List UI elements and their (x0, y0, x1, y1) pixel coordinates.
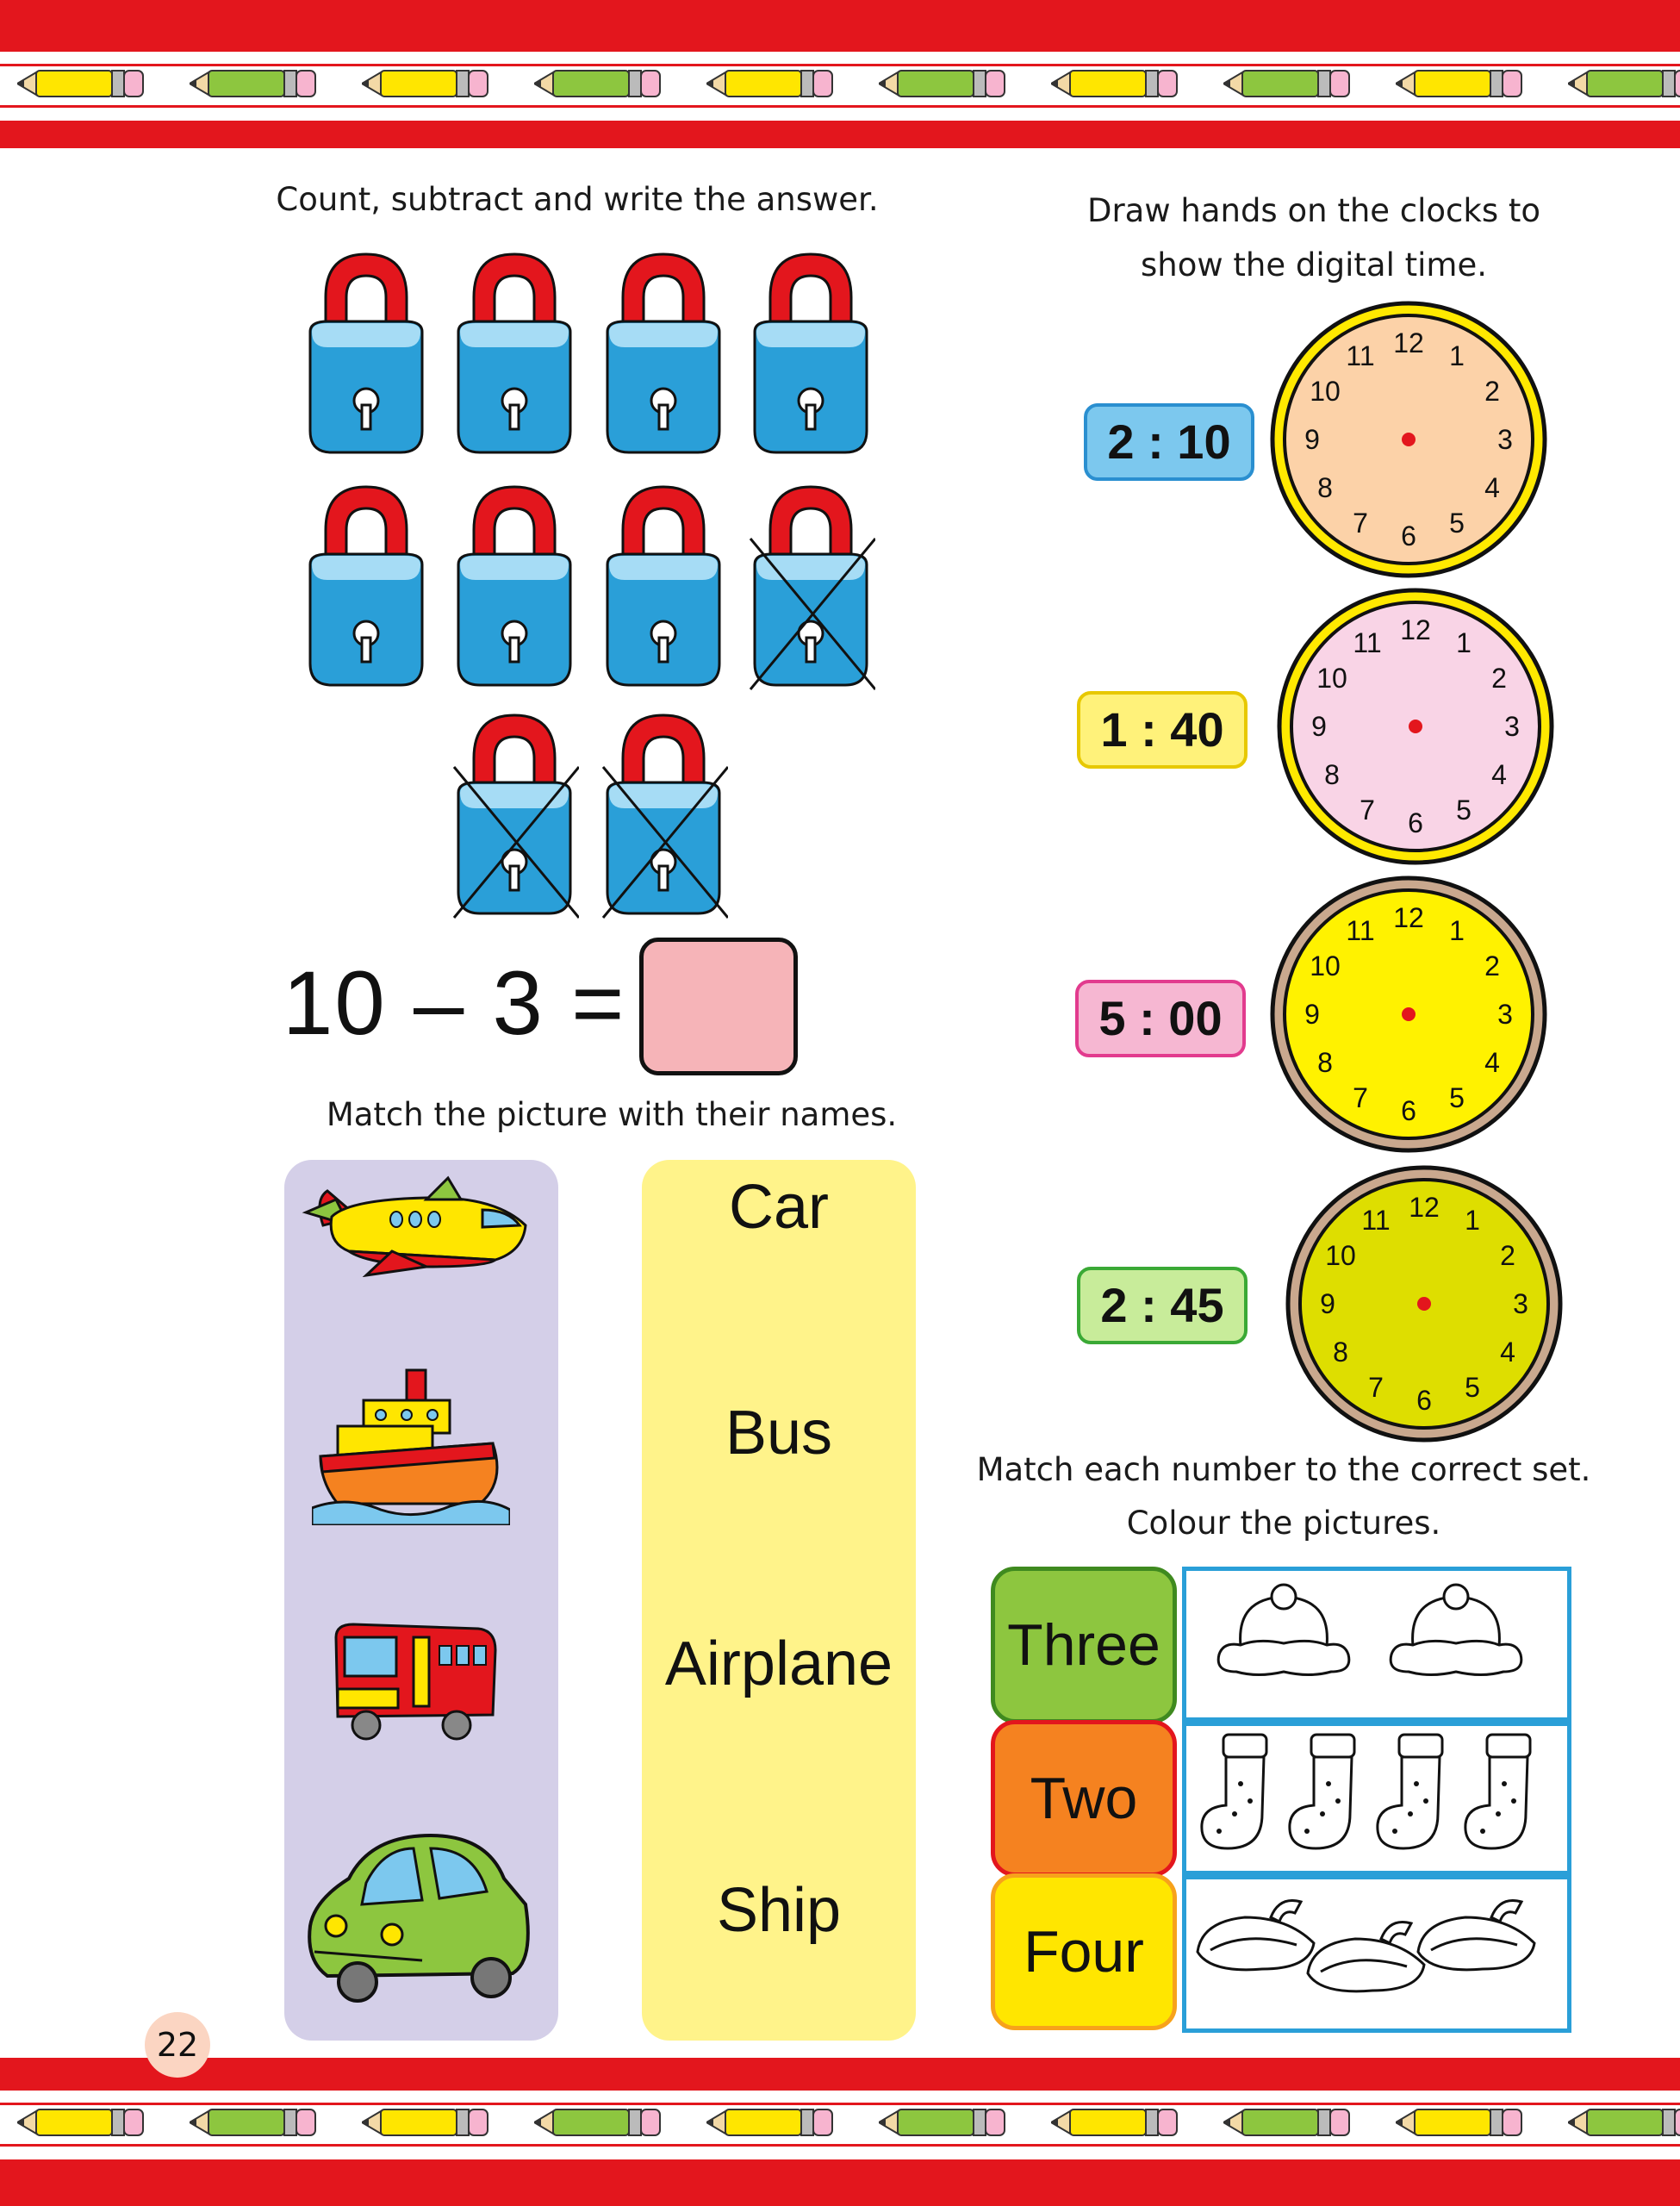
clock-numeral: 5 (1449, 507, 1465, 539)
clock-numeral: 10 (1316, 663, 1347, 694)
clock-numeral: 8 (1324, 759, 1340, 790)
clock-numeral: 9 (1304, 424, 1320, 455)
sets-instruction-line2: Colour the pictures. (1126, 1505, 1441, 1542)
pencil-decoration (1396, 57, 1525, 110)
clock-numeral: 8 (1317, 1047, 1333, 1078)
pencil-decoration (1568, 2096, 1680, 2149)
clock-numeral: 2 (1491, 663, 1507, 694)
clock-face[interactable] (1273, 584, 1558, 869)
clock-numeral: 7 (1353, 1081, 1368, 1113)
lock (302, 246, 431, 461)
clock-numeral: 9 (1311, 711, 1327, 742)
clock-numeral: 1 (1465, 1205, 1480, 1237)
pencil-decoration (706, 57, 836, 110)
clock-numeral: 11 (1361, 1205, 1391, 1237)
crossed-lock (746, 478, 875, 694)
digital-time-badge: 5 : 00 (1075, 980, 1246, 1057)
pencil-decoration (190, 57, 319, 110)
clock-numeral: 4 (1491, 759, 1507, 790)
sock-outline[interactable] (1281, 1728, 1367, 1860)
clock-numeral: 6 (1416, 1385, 1432, 1416)
lock (450, 246, 579, 461)
clock-numeral: 5 (1465, 1371, 1480, 1403)
page-number: 22 (145, 2012, 210, 2078)
word-bus[interactable]: Bus (725, 1399, 833, 1468)
sock-outline[interactable] (1457, 1728, 1543, 1860)
number-three[interactable]: Three (991, 1567, 1177, 1723)
clock-numeral: 3 (1513, 1288, 1528, 1319)
word-ship[interactable]: Ship (716, 1876, 842, 1945)
bottom-border (0, 2058, 1680, 2206)
hat-outline[interactable] (1383, 1581, 1529, 1688)
sets-instruction-line1: Match each number to the correct set. (976, 1451, 1591, 1488)
clock-numeral: 9 (1304, 999, 1320, 1030)
pencil-decoration (1396, 2096, 1525, 2149)
clock-face[interactable] (1266, 297, 1551, 582)
clock-center-dot (1402, 433, 1416, 446)
clock-numeral: 5 (1456, 794, 1472, 826)
clock-numeral: 3 (1497, 424, 1513, 455)
pencil-decoration (879, 57, 1008, 110)
clock-numeral: 8 (1317, 472, 1333, 503)
clock-numeral: 6 (1408, 807, 1423, 838)
pencil-decoration (1223, 57, 1353, 110)
subtraction-instruction: Count, subtract and write the answer. (276, 181, 879, 218)
pencil-decoration (879, 2096, 1008, 2149)
pencil-decoration (1223, 2096, 1353, 2149)
clocks-instruction-line2: show the digital time. (1141, 246, 1487, 284)
word-car[interactable]: Car (728, 1173, 829, 1242)
clock-numeral: 7 (1360, 794, 1375, 826)
clock-numeral: 7 (1353, 507, 1368, 539)
clock-numeral: 1 (1449, 915, 1465, 947)
digital-time-badge: 2 : 10 (1084, 403, 1254, 481)
pencil-decoration (17, 2096, 146, 2149)
pencil-decoration (190, 2096, 319, 2149)
clock-numeral: 12 (1393, 902, 1424, 933)
bus-picture[interactable] (327, 1620, 500, 1749)
lock (450, 478, 579, 694)
clock-numeral: 3 (1497, 999, 1513, 1030)
clock-numeral: 2 (1484, 376, 1500, 407)
top-border (0, 0, 1680, 148)
clock-numeral: 8 (1333, 1337, 1348, 1368)
answer-box[interactable] (639, 938, 798, 1075)
clock-center-dot (1402, 1007, 1416, 1021)
clocks-instruction-line1: Draw hands on the clocks to (1086, 192, 1541, 229)
clock-numeral: 1 (1456, 627, 1472, 659)
clock-numeral: 11 (1346, 915, 1375, 947)
clock-numeral: 7 (1368, 1371, 1384, 1403)
subtraction-equation: 10 – 3 = (283, 953, 626, 1054)
crossed-lock (450, 707, 579, 922)
pencil-decoration (362, 57, 491, 110)
clock-numeral: 4 (1484, 472, 1500, 503)
clock-center-dot (1417, 1297, 1431, 1311)
pencil-decoration (17, 57, 146, 110)
clock-numeral: 2 (1484, 950, 1500, 981)
clock-numeral: 10 (1325, 1240, 1356, 1271)
clock-numeral: 10 (1310, 376, 1341, 407)
digital-time-badge: 1 : 40 (1077, 691, 1248, 769)
clock-numeral: 12 (1400, 614, 1431, 645)
clock-numeral: 4 (1484, 1047, 1500, 1078)
clock-face[interactable] (1282, 1162, 1566, 1446)
number-two[interactable]: Two (991, 1720, 1177, 1877)
matching-instruction: Match the picture with their names. (326, 1096, 898, 1133)
digital-time-badge: 2 : 45 (1077, 1267, 1248, 1344)
clock-center-dot (1409, 720, 1422, 733)
clock-numeral: 10 (1310, 950, 1341, 981)
airplane-picture[interactable] (297, 1165, 538, 1277)
lock (599, 478, 728, 694)
hat-outline[interactable] (1210, 1581, 1357, 1688)
sock-outline[interactable] (1369, 1728, 1455, 1860)
clock-numeral: 1 (1449, 340, 1465, 372)
number-four[interactable]: Four (991, 1873, 1177, 2030)
slipper-outline[interactable] (1414, 1891, 1543, 1981)
pencil-decoration (706, 2096, 836, 2149)
clock-numeral: 12 (1393, 327, 1424, 358)
sock-outline[interactable] (1193, 1728, 1279, 1860)
clock-numeral: 11 (1346, 340, 1375, 372)
pencil-decoration (534, 2096, 663, 2149)
clock-numeral: 6 (1401, 1095, 1416, 1126)
clock-numeral: 5 (1449, 1081, 1465, 1113)
clock-numeral: 9 (1320, 1288, 1335, 1319)
lock (746, 246, 875, 461)
lock (599, 246, 728, 461)
clock-numeral: 11 (1353, 627, 1382, 659)
car-picture[interactable] (302, 1831, 534, 2012)
pencil-decoration (1051, 57, 1180, 110)
pencil-decoration (534, 57, 663, 110)
pencil-decoration (1051, 2096, 1180, 2149)
lock (302, 478, 431, 694)
clock-numeral: 12 (1409, 1192, 1440, 1223)
clock-numeral: 2 (1500, 1240, 1515, 1271)
ship-picture[interactable] (312, 1362, 510, 1525)
word-airplane[interactable]: Airplane (664, 1630, 893, 1698)
crossed-lock (599, 707, 728, 922)
clock-numeral: 3 (1504, 711, 1520, 742)
clock-face[interactable] (1266, 872, 1551, 1156)
clock-numeral: 4 (1500, 1337, 1515, 1368)
pencil-decoration (1568, 57, 1680, 110)
pencil-decoration (362, 2096, 491, 2149)
clock-numeral: 6 (1401, 520, 1416, 552)
